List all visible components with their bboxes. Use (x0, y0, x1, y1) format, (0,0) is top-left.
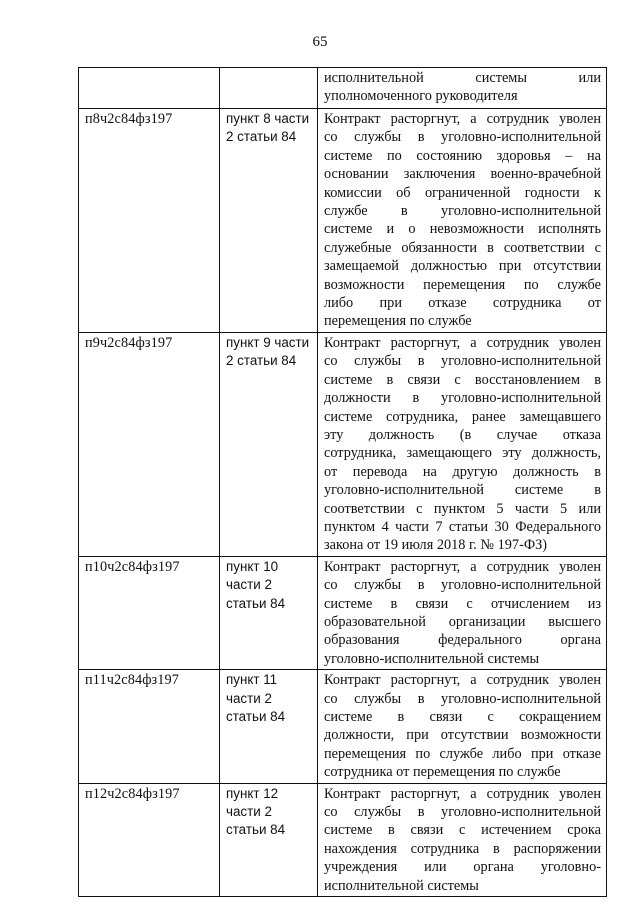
description-line: служебные обязанности в соответствии с (324, 239, 601, 256)
description-line: со службы в уголовно-исполнительной (324, 804, 601, 821)
description-line: Контракт расторгнут, а сотрудник уволен (324, 785, 601, 802)
description-line: нахождения сотрудника в распоряжении (324, 840, 601, 857)
description-line: перемещения по службе (324, 313, 472, 330)
code-cell: п11ч2с84фз197 (79, 670, 220, 783)
description-line: системе в связи с истечением срока (324, 822, 601, 839)
codes-table (78, 67, 607, 897)
table-row (79, 68, 607, 109)
description-line: должности в уголовно-исполнительной (324, 390, 601, 407)
description-line: от перевода на другую должность в (324, 463, 601, 480)
description-cell (318, 556, 607, 669)
description-line: возможности перемещения по службе (324, 276, 601, 293)
description-line: образования федерального органа (324, 632, 601, 649)
description-line: уголовно-исполнительной системы (324, 650, 540, 667)
description-line: исполнительной системы или (324, 70, 601, 86)
table-row (79, 556, 607, 669)
table-row (79, 670, 607, 783)
description-line: комиссии об ограниченной годности к (324, 184, 601, 201)
description-line: системе в связи с восстановлением в (324, 371, 601, 388)
code-cell: п9ч2с84фз197 (79, 332, 220, 556)
table-row (79, 109, 607, 333)
reference-cell: пункт 12 части 2 статьи 84 (220, 783, 318, 896)
description-cell (318, 783, 607, 896)
description-line: уголовно-исполнительной системе в (324, 482, 601, 499)
description-line: системе сотрудника, ранее замещавшего (324, 408, 601, 425)
reference-cell: пункт 8 части 2 статьи 84 (220, 109, 318, 333)
description-cell (318, 332, 607, 556)
reference-cell (220, 68, 318, 109)
code-cell (79, 68, 220, 109)
code-cell: п8ч2с84фз197 (79, 109, 220, 333)
description-line: со службы в уголовно-исполнительной (324, 577, 601, 594)
description-line: перемещения по службе либо при отказе (324, 745, 601, 762)
description-line: основании заключения военно-врачебной (324, 166, 601, 183)
description-line: системе в связи с отчислением из (324, 595, 601, 612)
description-line: сотрудника от перемещения по службе (324, 764, 561, 781)
description-line: исполнительной системы (324, 877, 479, 894)
description-line: Контракт расторгнут, а сотрудник уволен (324, 334, 601, 351)
description-line: системе по состоянию здоровья – на (324, 147, 601, 164)
description-line: замещаемой должностью при отсутствии (324, 258, 601, 275)
code-cell: п12ч2с84фз197 (79, 783, 220, 896)
description-cell (318, 109, 607, 333)
description-line: со службы в уголовно-исполнительной (324, 690, 601, 707)
description-cell (318, 68, 607, 109)
table-row (79, 783, 607, 896)
table-row (79, 332, 607, 556)
description-cell (318, 670, 607, 783)
description-line: эту должность (в случае отказа (324, 426, 601, 443)
description-line: учреждения или органа уголовно- (324, 859, 601, 876)
description-line: сотрудника, замещающего эту должность, (324, 445, 601, 462)
reference-cell: пункт 11 части 2 статьи 84 (220, 670, 318, 783)
description-line: системе и о невозможности исполнять (324, 221, 601, 238)
description-line: образовательной организации высшего (324, 613, 601, 630)
description-line: соответствии с пунктом 5 части 5 или (324, 500, 601, 517)
description-line: либо при отказе сотрудника от (324, 295, 601, 312)
description-line: уполномоченного руководителя (324, 88, 518, 105)
description-line: Контракт расторгнут, а сотрудник уволен (324, 672, 601, 689)
description-line: системе в связи с сокращением (324, 709, 601, 725)
description-line: со службы в уголовно-исполнительной (324, 353, 601, 370)
reference-cell: пункт 10 части 2 статьи 84 (220, 556, 318, 669)
description-line: Контракт расторгнут, а сотрудник уволен (324, 558, 601, 575)
reference-cell: пункт 9 части 2 статьи 84 (220, 332, 318, 556)
description-line: со службы в уголовно-исполнительной (324, 129, 601, 146)
description-line: Контракт расторгнут, а сотрудник уволен (324, 111, 601, 127)
description-line: должности, при отсутствии возможности (324, 727, 601, 744)
description-line: пунктом 4 части 7 статьи 30 Федерального (324, 518, 601, 535)
description-line: службе в уголовно-исполнительной (324, 203, 601, 220)
page-number: 65 (312, 34, 328, 50)
code-cell: п10ч2с84фз197 (79, 556, 220, 669)
description-line: закона от 19 июля 2018 г. № 197-ФЗ) (324, 537, 548, 554)
